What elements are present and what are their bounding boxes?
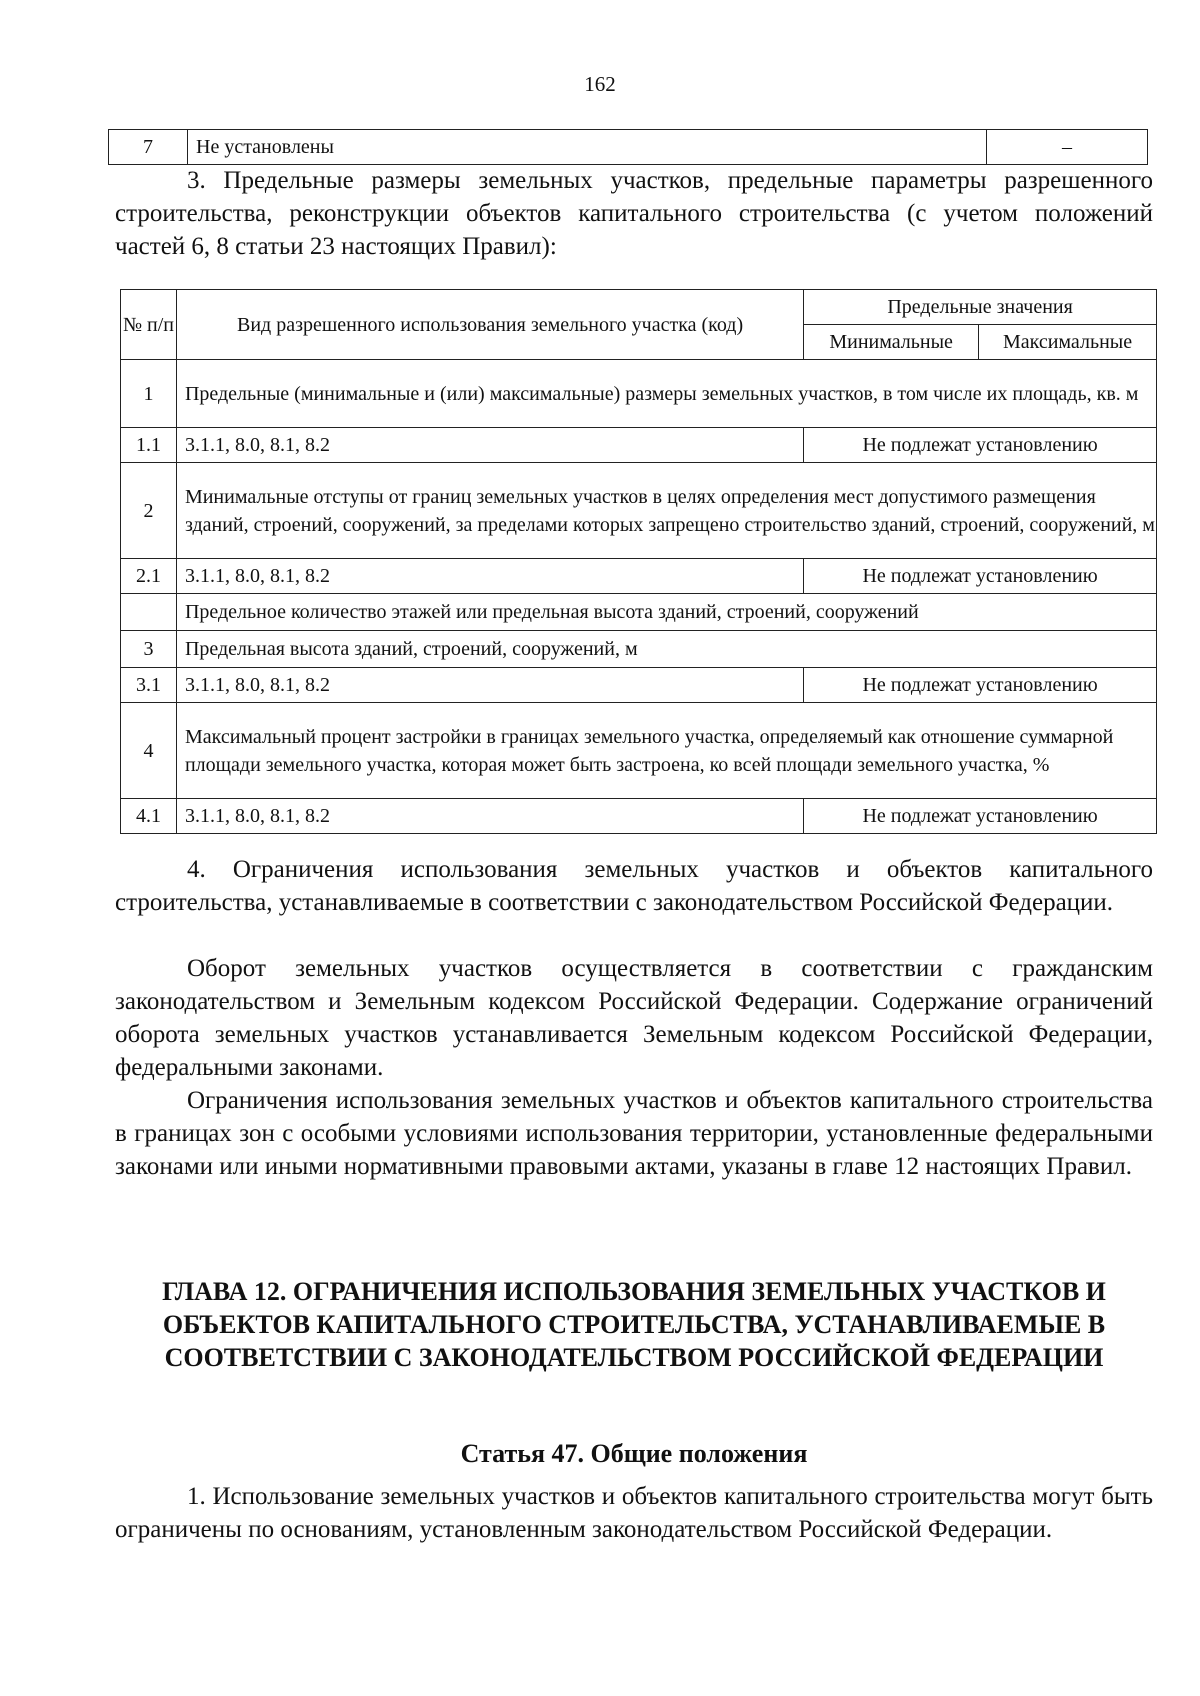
header-max: Максимальные — [979, 325, 1157, 360]
row-num: 3 — [121, 631, 177, 668]
table-row — [121, 631, 1157, 668]
row-value: Не подлежат установлению — [804, 799, 1157, 834]
row-code: 3.1.1, 8.0, 8.1, 8.2 — [176, 799, 803, 834]
row-text: Предельные (минимальные и (или) максимальные) размеры земельных участков, в том числе их площадь, кв. м — [176, 360, 1156, 428]
header-min: Минимальные — [804, 325, 979, 360]
section-3-text: 3. Предельные размеры земельных участков, предельные параметры разрешенного строительства, реконструкции объектов капитального строительства (с учетом положений частей 6, 8 статьи 23 настоящих Правил): — [115, 167, 1153, 260]
row-num: 3.1 — [121, 668, 177, 703]
row-value: – — [987, 130, 1148, 165]
row-num: 4 — [121, 703, 177, 799]
row-num: 2 — [121, 463, 177, 559]
article-heading: Статья 47. Общие положения — [460, 1439, 808, 1468]
header-num: № п/п — [121, 290, 177, 360]
table-row — [121, 360, 1157, 428]
row-text: Предельная высота зданий, строений, сооружений, м — [176, 631, 1156, 668]
limits-table — [120, 289, 1157, 834]
table-row — [109, 130, 1148, 165]
row-value: Не подлежат установлению — [804, 559, 1157, 594]
row-num: 1.1 — [121, 428, 177, 463]
oborot-paragraph — [115, 952, 1153, 1084]
table-row — [121, 463, 1157, 559]
article-paragraph-1 — [115, 1480, 1153, 1546]
row-code: 3.1.1, 8.0, 8.1, 8.2 — [176, 559, 803, 594]
row-value: Не подлежат установлению — [804, 428, 1157, 463]
row-num — [121, 594, 177, 631]
page-number: 162 — [584, 72, 616, 96]
table-row — [121, 799, 1157, 834]
table-row — [121, 428, 1157, 463]
top-table — [108, 129, 1148, 165]
row-code: 3.1.1, 8.0, 8.1, 8.2 — [176, 428, 803, 463]
section-4-text: 4. Ограничения использования земельных участков и объектов капитального строительства, устанавливаемые в соответствии с законодательством Российской Федерации. — [115, 856, 1153, 916]
row-num: 1 — [121, 360, 177, 428]
row-text: Предельное количество этажей или предельная высота зданий, строений, сооружений — [176, 594, 1156, 631]
table-header-row — [121, 290, 1157, 325]
row-number: 7 — [109, 130, 188, 165]
restrictions-paragraph — [115, 1084, 1153, 1183]
section-4-paragraph — [115, 853, 1153, 919]
oborot-text: Оборот земельных участков осуществляется в соответствии с гражданским законодательством и Земельным кодексом Российской Федерации. Содержание ограничений оборота земельных участков устанавливается Земельным кодексом Российской Федерации, федеральными законами. — [115, 955, 1153, 1081]
row-code: 3.1.1, 8.0, 8.1, 8.2 — [176, 668, 803, 703]
row-text: Минимальные отступы от границ земельных участков в целях определения мест допустимого размещения зданий, строений, сооружений, за пределами которых запрещено строительство зданий, строений, сооружений, м — [176, 463, 1156, 559]
table-row — [121, 668, 1157, 703]
table-row — [121, 594, 1157, 631]
row-num: 4.1 — [121, 799, 177, 834]
table-row — [121, 703, 1157, 799]
row-value: Не подлежат установлению — [804, 668, 1157, 703]
chapter-heading: ГЛАВА 12. ОГРАНИЧЕНИЯ ИСПОЛЬЗОВАНИЯ ЗЕМЕЛЬНЫХ УЧАСТКОВ И ОБЪЕКТОВ КАПИТАЛЬНОГО СТРОИТЕЛЬСТВА, УСТАНАВЛИВАЕМЫЕ В СООТВЕТСТВИИ С ЗАКОНОДАТЕЛЬСТВОМ РОССИЙСКОЙ ФЕДЕРАЦИИ — [162, 1277, 1106, 1372]
row-text: Максимальный процент застройки в границах земельного участка, определяемый как отношение суммарной площади земельного участка, которая может быть застроена, ко всей площади земельного участка, % — [176, 703, 1156, 799]
header-type: Вид разрешенного использования земельного участка (код) — [176, 290, 803, 360]
row-num: 2.1 — [121, 559, 177, 594]
table-row — [121, 559, 1157, 594]
header-limits: Предельные значения — [804, 290, 1157, 325]
article-paragraph-1-text: 1. Использование земельных участков и объектов капитального строительства могут быть ограничены по основаниям, установленным законодательством Российской Федерации. — [115, 1483, 1153, 1543]
section-3-paragraph — [115, 164, 1153, 263]
restrictions-text: Ограничения использования земельных участков и объектов капитального строительства в границах зон с особыми условиями использования территории, установленные федеральными законами или иными нормативными правовыми актами, указаны в главе 12 настоящих Правил. — [115, 1087, 1153, 1180]
row-text: Не установлены — [188, 130, 987, 165]
